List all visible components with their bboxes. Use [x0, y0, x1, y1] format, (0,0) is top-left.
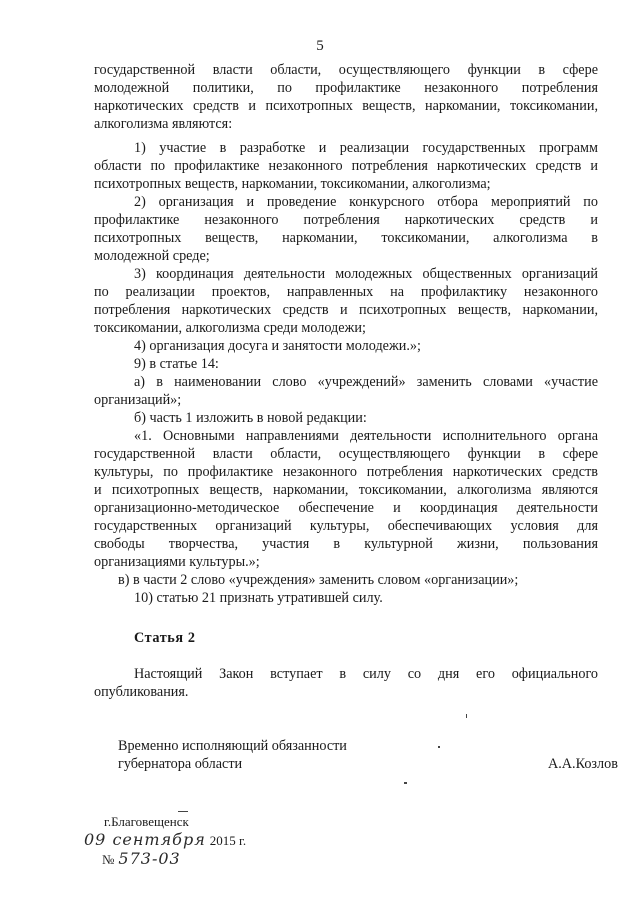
- body-line: токсикомании, алкоголизма среди молодежи;: [94, 320, 366, 336]
- body-line: психотропных веществ, наркомании, токсикомании, алкоголизма в: [94, 230, 598, 246]
- article-text: опубликования.: [94, 684, 189, 700]
- article-heading: Статья 2: [134, 630, 196, 646]
- body-line: молодежной среде;: [94, 248, 210, 264]
- body-line: организациями культуры.»;: [94, 554, 260, 570]
- scan-speck: [404, 782, 407, 784]
- body-line: 9) в статье 14:: [134, 356, 219, 372]
- date-handwritten: 09 сентября: [84, 830, 206, 849]
- body-line: психотропных веществ, наркомании, токсикомании, алкоголизма;: [94, 176, 491, 192]
- date-year: 2015 г.: [209, 833, 247, 848]
- body-line: наркотических средств и психотропных веществ, наркомании, токсикомании,: [94, 98, 598, 114]
- list-item-2: 2) организация и проведение конкурсного отбора мероприятий по: [134, 194, 598, 210]
- body-line: «1. Основными направлениями деятельности исполнительного органа: [134, 428, 598, 444]
- signature-title-line1: Временно исполняющий обязанности: [118, 738, 347, 754]
- body-line: по реализации проектов, направленных на профилактику незаконного: [94, 284, 598, 300]
- scan-speck: [438, 746, 440, 748]
- body-line: молодежной политики, по профилактике незаконного потребления: [94, 80, 598, 96]
- list-item-4: 4) организация досуга и занятости молодежи.»;: [134, 338, 421, 354]
- body-line: профилактике незаконного потребления наркотических средств и: [94, 212, 598, 228]
- footer-city: г.Благовещенск: [104, 814, 189, 829]
- body-line: государственной власти области, осуществляющего функции в сфере: [94, 446, 598, 462]
- signature-title-line2: губернатора области: [118, 756, 243, 772]
- list-item-3: 3) координация деятельности молодежных общественных организаций: [134, 266, 598, 282]
- signature-name: А.А.Козлов: [548, 756, 618, 772]
- body-line: и психотропных веществ, наркомании, токсикомании, алкоголизма являются: [94, 482, 598, 498]
- number-handwritten: 573-03: [118, 849, 181, 868]
- body-line: б) часть 1 изложить в новой редакции:: [134, 410, 367, 426]
- body-line: культуры, по профилактике незаконного потребления наркотических средств: [94, 464, 598, 480]
- body-line: государственной власти области, осуществляющего функции в сфере: [94, 62, 598, 78]
- body-line: а) в наименовании слово «учреждений» заменить словами «участие: [134, 374, 598, 390]
- body-line: алкоголизма являются:: [94, 116, 233, 132]
- footer-date: [84, 830, 246, 850]
- body-line: свободы творчества, участия в культурной жизни, пользования: [94, 536, 598, 552]
- body-line: 10) статью 21 признать утратившей силу.: [134, 590, 383, 606]
- body-line: потребления наркотических средств и психотропных веществ, наркомании,: [94, 302, 598, 318]
- footer-number: [102, 849, 181, 869]
- list-item-1: 1) участие в разработке и реализации государственных программ: [134, 140, 598, 156]
- body-line: организационно-методическое обеспечение и координация деятельности: [94, 500, 598, 516]
- article-text: Настоящий Закон вступает в силу со дня его официального: [134, 666, 598, 682]
- scan-speck: [178, 811, 188, 812]
- body-line: в) в части 2 слово «учреждения» заменить словом «организации»;: [118, 572, 519, 588]
- body-line: области по профилактике незаконного потребления наркотических средств и: [94, 158, 598, 174]
- body-line: государственных организаций культуры, обеспечивающих условия для: [94, 518, 598, 534]
- body-line: организаций»;: [94, 392, 182, 408]
- scan-speck: [466, 714, 467, 718]
- number-prefix: №: [102, 852, 115, 867]
- page-number: 5: [316, 38, 324, 54]
